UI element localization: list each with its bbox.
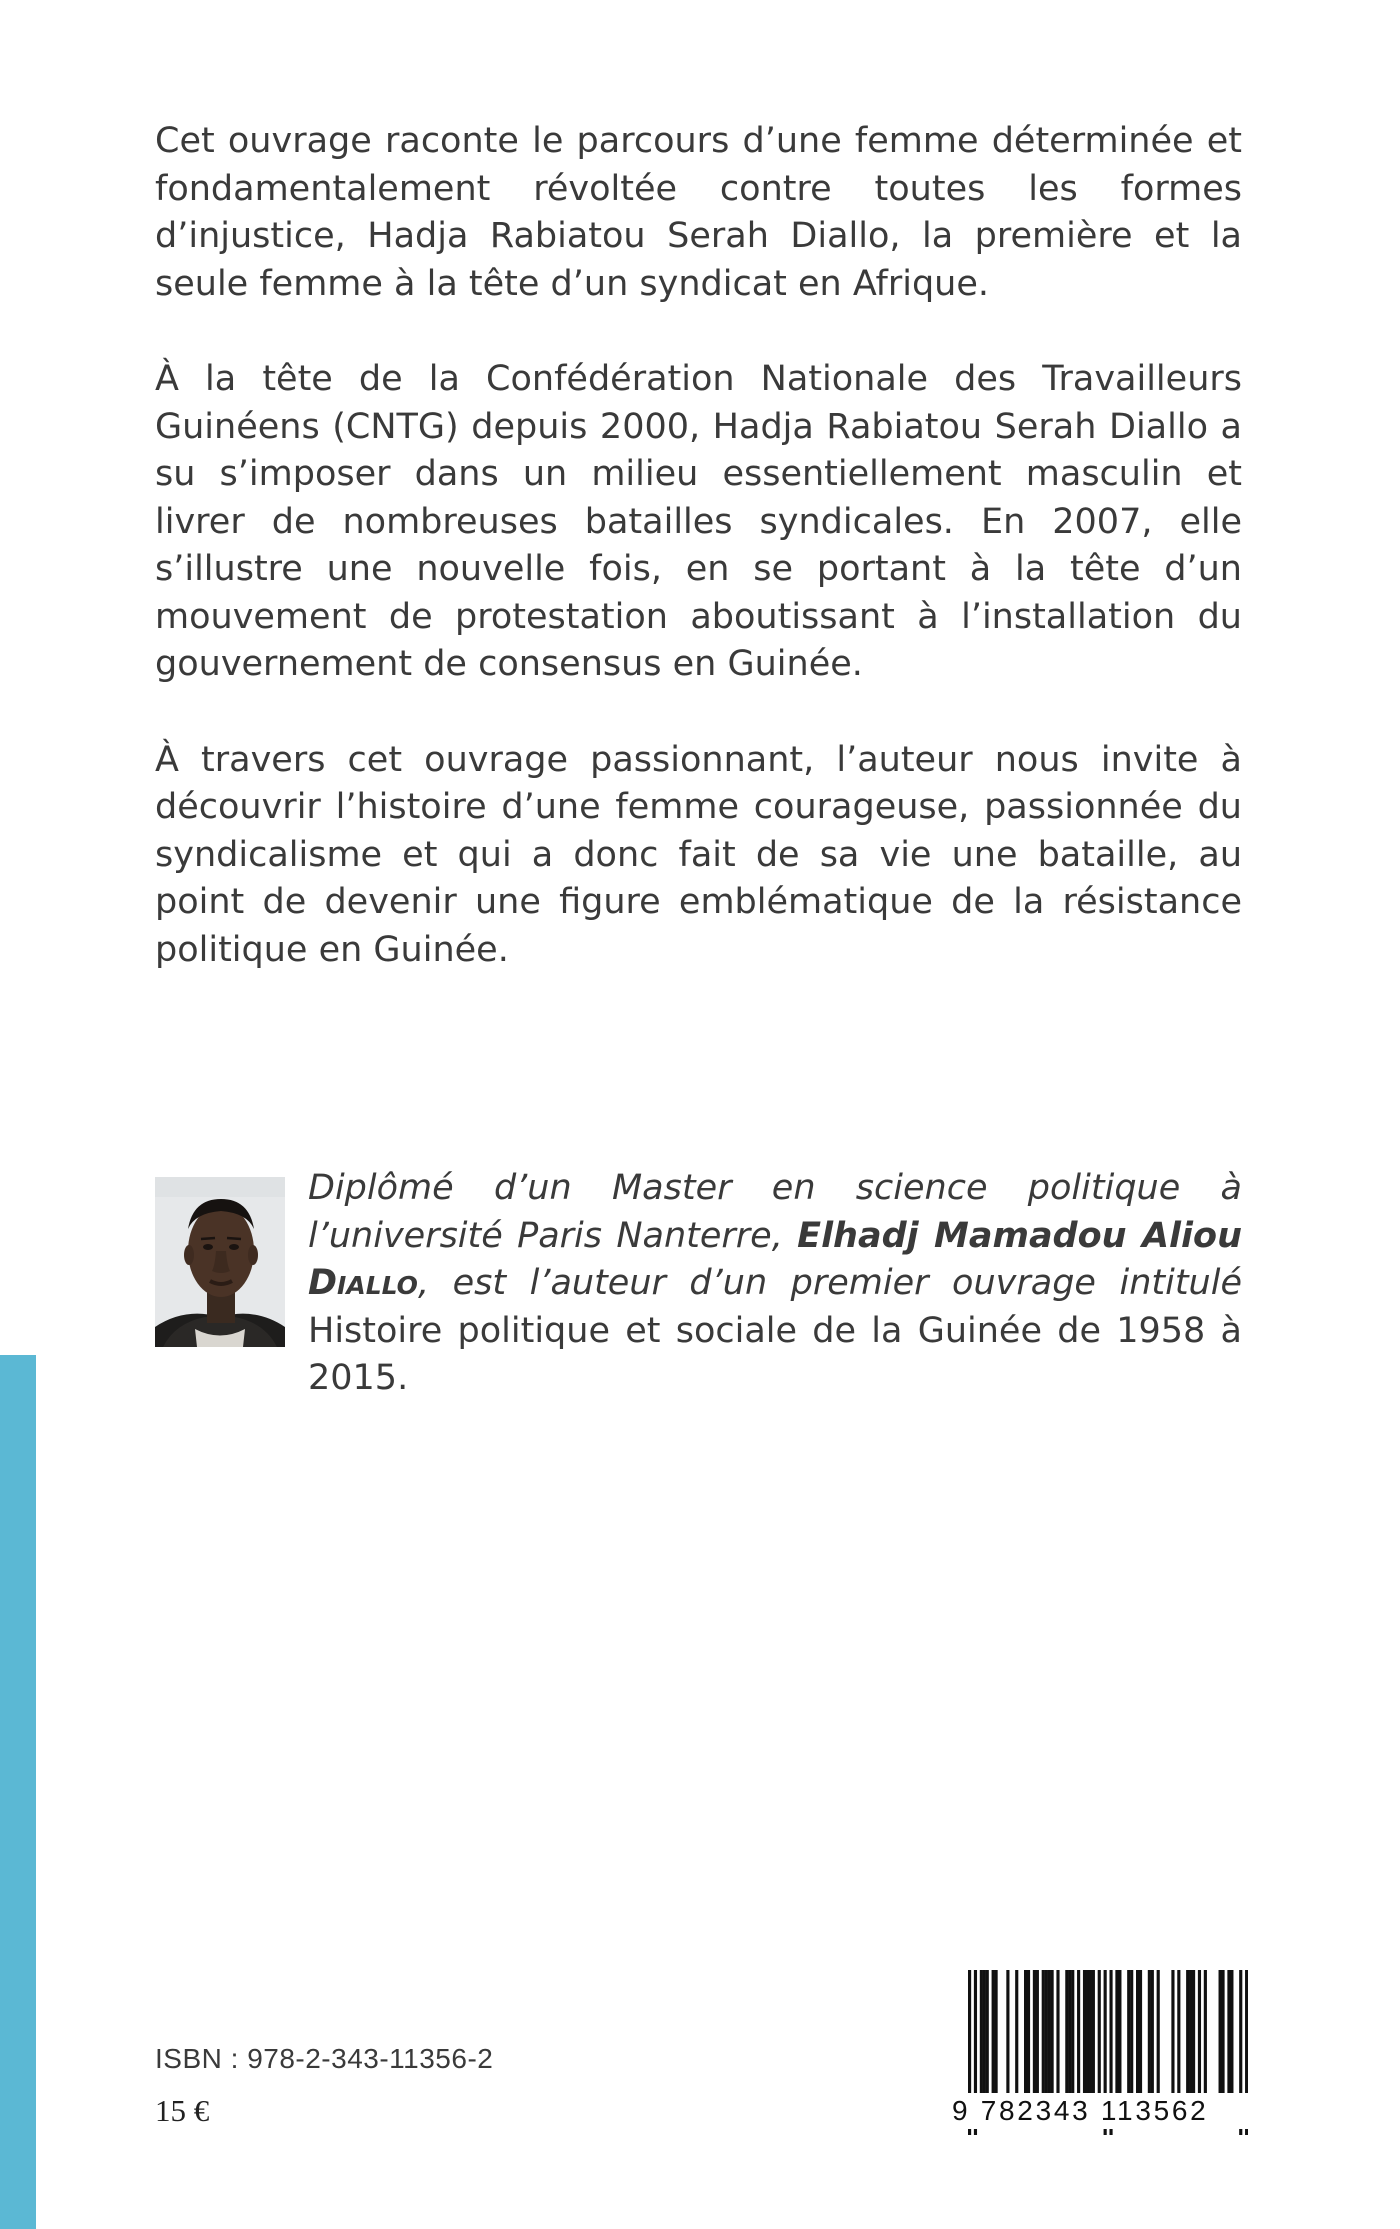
barcode-bar (1227, 1970, 1230, 2095)
barcode-bar (1189, 1970, 1192, 2095)
barcode-bar (1042, 1970, 1045, 2095)
barcode-bar (1151, 1970, 1154, 2095)
blurb-paragraph-1: Cet ouvrage raconte le parcours d’une femme déterminée et fondamentalement révoltée contre toutes les formes d’injustice, Hadja Rabiatou Serah Diallo, la première et la seule femme à la tête d’un syndicat en Afrique. (155, 121, 1242, 304)
barcode-bar (1219, 1970, 1222, 2095)
barcode-bar (1230, 1970, 1233, 2095)
barcode-bar (1077, 1970, 1080, 2095)
barcode-bar (1048, 1970, 1051, 2095)
barcode-bar (1221, 1970, 1224, 2095)
barcode-bar (980, 1970, 983, 2095)
barcode-bar (1204, 1970, 1207, 2095)
barcode-bar (1171, 1970, 1174, 2095)
price: 15 € (155, 2093, 210, 2128)
barcode-bar (1015, 1970, 1018, 2095)
author-name-last: Diallo (308, 1263, 418, 1303)
barcode-bar (1098, 1970, 1101, 2095)
barcode-bar (1083, 1970, 1086, 2095)
barcode-bar (995, 1970, 998, 2095)
author-portrait-icon (155, 1177, 285, 1347)
barcode-bar (1130, 1970, 1133, 2095)
barcode-bar (1136, 1970, 1139, 2095)
barcode-bar (1186, 1970, 1189, 2095)
blurb-paragraph-2: À la tête de la Confédération Nationale des Travailleurs Guinéens (CNTG) depuis 2000, Hadja Rabiatou Serah Diallo a su s’imposer dans un milieu essentiellement masculin et livrer de nombreuses batailles syndicales. En 2007, elle s’illustre une nouvelle fois, en se portant à la tête d’un mouvement de protestation aboutissant à l’installation du gouvernement de consensus en Guinée. (155, 359, 1242, 684)
barcode-bar (1127, 1970, 1130, 2095)
barcode-bar (1118, 1970, 1121, 2095)
barcode-bar (1006, 1970, 1009, 2095)
barcode-bar (1086, 1970, 1089, 2095)
author-bio-intro: Diplômé d’un Master en science politique à l’université Paris Nanterre, (308, 1168, 1242, 1256)
barcode-bar (1024, 1970, 1027, 2095)
barcode-bar (1065, 1970, 1068, 2095)
barcode-bar (1051, 1970, 1054, 2095)
barcode-bar (1089, 1970, 1092, 2095)
barcode-bar (1056, 1970, 1059, 2095)
barcode-bar (1177, 1970, 1180, 2095)
barcode-digits: 9 782343 113562 (952, 2093, 1252, 2129)
barcode-bar (1192, 1970, 1195, 2095)
barcode-bar (1157, 1970, 1160, 2095)
isbn-number: ISBN : 978-2-343-11356-2 (155, 2043, 494, 2074)
barcode-bar (1027, 1970, 1030, 2095)
barcode-bar (986, 1970, 989, 2095)
barcode-bar (1198, 1970, 1201, 2095)
barcode-bar (1115, 1970, 1118, 2095)
barcode-bar (1139, 1970, 1142, 2095)
author-name-first: Elhadj Mamadou Aliou (797, 1215, 1242, 1256)
barcode-bar (983, 1970, 986, 2095)
barcode-bar (1033, 1970, 1036, 2095)
barcode-bar (1036, 1970, 1039, 2095)
barcode-bar (1071, 1970, 1074, 2095)
blurb-paragraph-3: À travers cet ouvrage passionnant, l’auteur nous invite à découvrir l’histoire d’une femme courageuse, passionnée du syndicalisme et qui a donc fait de sa vie une bataille, au point de devenir une figure emblématique de la résistance politique en Guinée. (155, 739, 1242, 970)
barcode-bar (992, 1970, 995, 2095)
barcode-bar (1045, 1970, 1048, 2095)
back-cover-blurb (155, 118, 1242, 1022)
barcode-bar (1148, 1970, 1151, 2095)
author-bio-middle: , est l’auteur d’un premier ouvrage intitulé (417, 1263, 1242, 1303)
side-accent-stripe (0, 1355, 36, 2229)
author-bio (308, 1165, 1242, 1403)
barcode-bar (1092, 1970, 1095, 2095)
previous-book-title: Histoire politique et sociale de la Guinée de 1958 à 2015. (308, 1310, 1242, 1398)
author-photo (155, 1177, 285, 1347)
barcode-bar (1068, 1970, 1071, 2095)
